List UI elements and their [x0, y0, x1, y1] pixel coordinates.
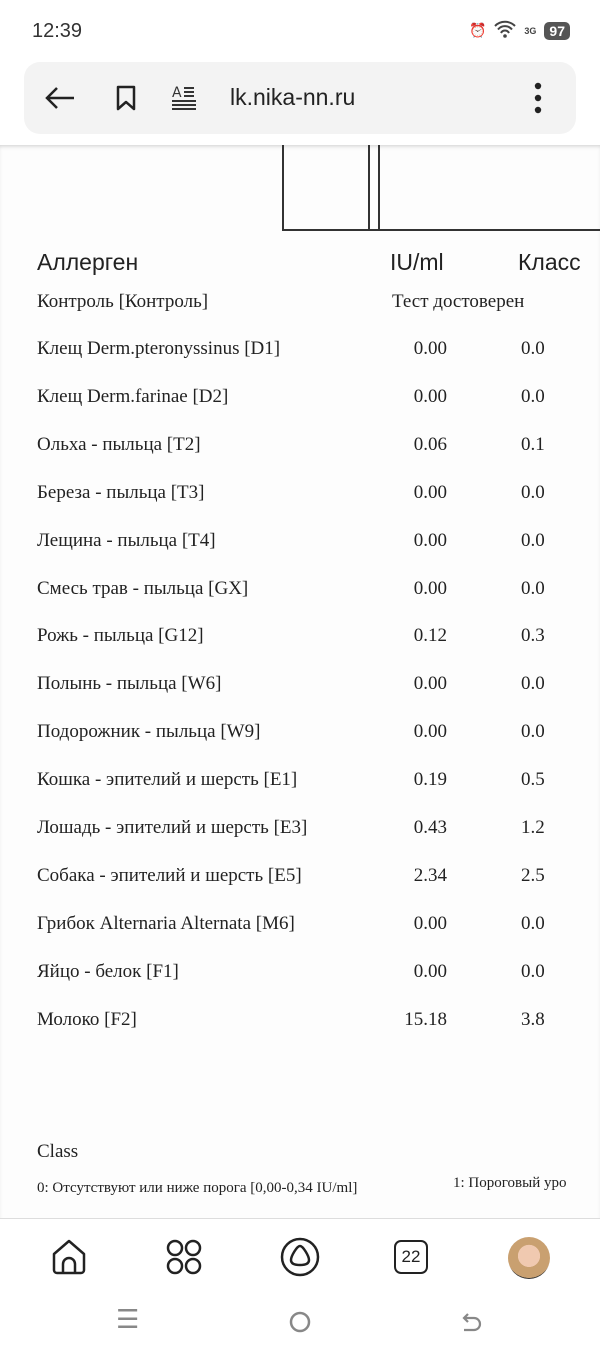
class-legend-title: Class [37, 1141, 79, 1162]
iu-value: 0.19 [413, 769, 447, 791]
class-value: 0.0 [521, 960, 545, 982]
bookmark-icon[interactable] [108, 80, 144, 116]
status-bar [0, 0, 600, 60]
class-legend-0: 0: Отсутствуют или ниже порога [0,00-0,34 IU/ml] [37, 1180, 358, 1196]
class-value: 0.0 [521, 481, 545, 503]
allergen-name: Лошадь - эпителий и шерсть [E3] [37, 817, 308, 838]
wifi-icon [494, 20, 516, 41]
class-value: 0.0 [521, 721, 545, 743]
more-menu-icon[interactable] [520, 80, 556, 116]
control-name: Контроль [Контроль] [37, 291, 209, 312]
alarm-icon: ⏰ [468, 22, 487, 38]
header-iu: IU/ml [390, 249, 444, 275]
apps-grid-icon[interactable] [164, 1237, 204, 1277]
svg-text:A: A [172, 85, 182, 101]
allergen-name: Кошка - эпителий и шерсть [E1] [37, 769, 298, 791]
allergen-name: Подорожник - пыльца [W9] [37, 721, 261, 743]
allergen-name: Рожь - пыльца [G12] [37, 625, 204, 647]
allergen-name: Собака - эпителий и шерсть [E5] [37, 864, 302, 886]
home-icon[interactable] [49, 1237, 89, 1277]
iu-value: 0.43 [413, 817, 447, 838]
allergen-name: Клещ Derm.pteronyssinus [D1] [37, 338, 281, 359]
allergen-name: Клещ Derm.farinae [D2] [37, 385, 229, 407]
allergen-name: Полынь - пыльца [W6] [37, 673, 222, 695]
chart-fragment [282, 145, 600, 231]
address-bar [24, 62, 576, 134]
tabs-count-button[interactable]: 22 [394, 1240, 428, 1274]
clock: 12:39 [32, 20, 83, 42]
allergen-name: Грибок Alternaria Alternata [M6] [37, 912, 295, 934]
recent-apps-icon[interactable]: ☰ [116, 1304, 140, 1334]
class-value: 1.2 [521, 817, 545, 838]
class-value: 3.8 [521, 1008, 545, 1030]
class-value: 0.3 [521, 625, 545, 647]
control-result: Тест достоверен [392, 291, 525, 312]
iu-value: 0.00 [413, 529, 447, 551]
chart-bar [368, 145, 380, 229]
class-legend-1: 1: Пороговый уро [453, 1175, 567, 1191]
battery-level: 97 [544, 22, 570, 40]
iu-value: 0.00 [413, 481, 447, 503]
system-back-icon[interactable] [460, 1304, 484, 1341]
class-value: 2.5 [521, 864, 545, 886]
class-value: 0.1 [521, 433, 545, 455]
iu-value: 0.00 [413, 960, 447, 982]
allergen-name: Яйцо - белок [F1] [37, 960, 179, 982]
class-value: 0.0 [521, 912, 545, 934]
bottom-navigation [0, 1218, 600, 1290]
class-value: 0.0 [521, 338, 545, 359]
allergen-name: Береза - пыльца [T3] [37, 481, 205, 503]
system-home-icon[interactable] [288, 1304, 312, 1341]
iu-value: 0.00 [413, 577, 447, 599]
allergen-name: Смесь трав - пыльца [GX] [37, 577, 249, 599]
network-type: 3G [524, 25, 537, 36]
iu-value: 2.34 [413, 864, 447, 886]
class-value: 0.0 [521, 529, 545, 551]
header-allergen: Аллерген [37, 249, 139, 275]
class-value: 0.0 [521, 673, 545, 695]
assistant-icon[interactable] [280, 1237, 320, 1277]
reader-mode-icon[interactable] [168, 80, 204, 116]
iu-value: 0.00 [413, 338, 447, 359]
url-text[interactable]: lk.nika-nn.ru [230, 84, 356, 110]
iu-value: 0.00 [413, 673, 447, 695]
header-class: Класс [518, 249, 581, 275]
iu-value: 0.00 [413, 385, 447, 407]
allergen-name: Лещина - пыльца [T4] [37, 529, 216, 551]
class-value: 0.0 [521, 577, 545, 599]
iu-value: 0.12 [413, 625, 447, 647]
allergen-name: Молоко [F2] [37, 1008, 137, 1030]
profile-avatar[interactable] [508, 1237, 550, 1279]
system-navigation [0, 1290, 600, 1352]
allergen-name: Ольха - пыльца [T2] [37, 433, 201, 455]
iu-value: 15.18 [404, 1008, 447, 1030]
class-value: 0.0 [521, 385, 545, 407]
iu-value: 0.00 [413, 721, 447, 743]
document-page[interactable] [0, 145, 600, 1218]
iu-value: 0.00 [413, 912, 447, 934]
back-arrow-icon[interactable] [42, 80, 78, 116]
class-value: 0.5 [521, 769, 545, 791]
iu-value: 0.06 [413, 433, 447, 455]
